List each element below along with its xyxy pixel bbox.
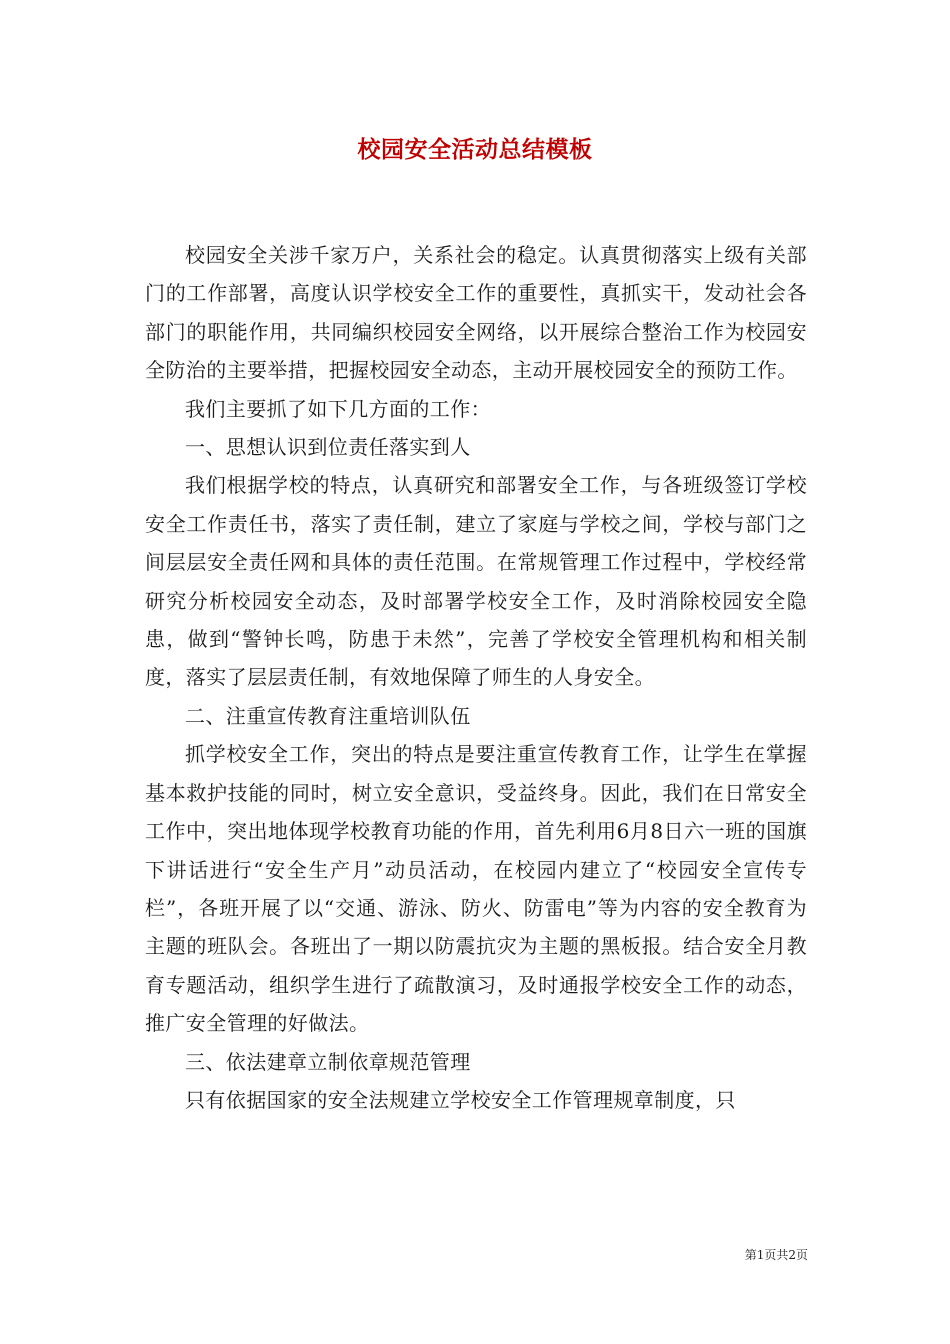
paragraph-intro: 校园安全关涉千家万户，关系社会的稳定。认真贯彻落实上级有关部门的工作部署，高度认识学校安全工作的重要性，真抓实干，发动社会各部门的职能作用，共同编织校园安全网络，以开展综合整治工作为校园安全防治的主要举措，把握校园安全动态，主动开展校园安全的预防工作。	[145, 243, 807, 383]
paragraph-section-1: 我们根据学校的特点，认真研究和部署安全工作，与各班级签订学校安全工作责任书，落实了责任制，建立了家庭与学校之间，学校与部门之间层层安全责任网和具体的责任范围。在常规管理工作过程中，学校经常研究分析校园安全动态，及时部署学校安全工作，及时消除校园安全隐患，做到“警钟长鸣，防患于未然”，完善了学校安全管理机构和相关制度，落实了层层责任制，有效地保障了师生的人身安全。	[145, 473, 807, 690]
document-title: 校园安全活动总结模板	[357, 136, 593, 163]
page-number-footer: 第1页共2页	[744, 1248, 808, 1262]
section-heading-2: 二、注重宣传教育注重培训队伍	[185, 703, 471, 728]
paragraph-section-3: 只有依据国家的安全法规建立学校安全工作管理规章制度，只	[185, 1087, 736, 1112]
paragraph-section-2: 抓学校安全工作，突出的特点是要注重宣传教育工作，让学生在掌握基本救护技能的同时，树立安全意识，受益终身。因此，我们在日常安全工作中，突出地体现学校教育功能的作用，首先利用6月8日六一班的国旗下讲话进行“安全生产月”动员活动，在校园内建立了“校园安全宣传专栏”，各班开展了以“交通、游泳、防火、防雷电”等为内容的安全教育为主题的班队会。各班出了一期以防震抗灾为主题的黑板报。结合安全月教育专题活动，组织学生进行了疏散演习，及时通报学校安全工作的动态，推广安全管理的好做法。	[145, 742, 807, 1036]
paragraph-lead-in: 我们主要抓了如下几方面的工作：	[185, 396, 491, 421]
section-heading-1: 一、思想认识到位责任落实到人	[185, 435, 471, 460]
section-heading-3: 三、依法建章立制依章规范管理	[185, 1049, 471, 1074]
document-body	[145, 236, 807, 1119]
